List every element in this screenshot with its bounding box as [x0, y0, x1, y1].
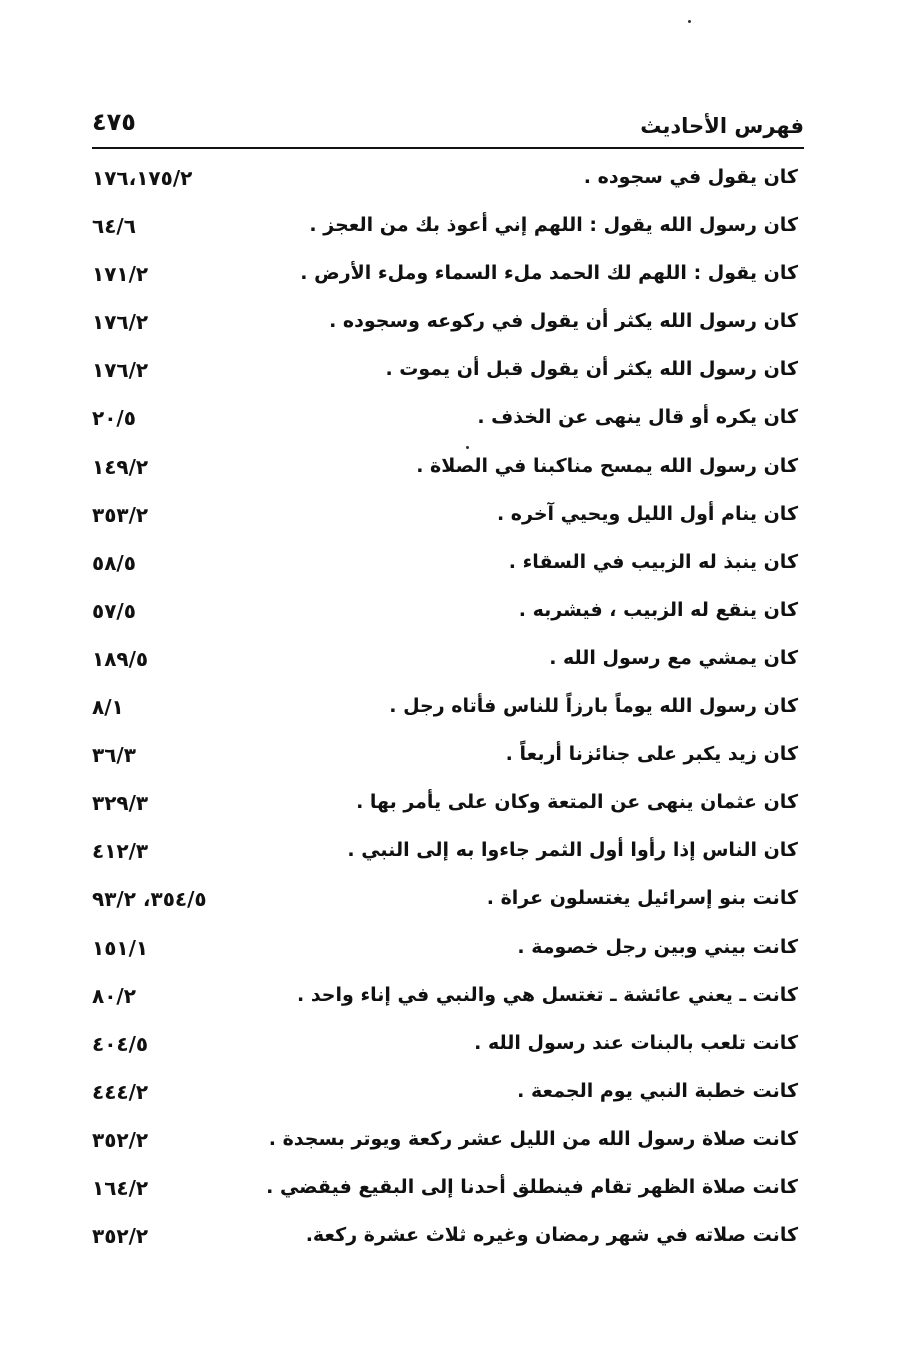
reference: ١٦٤/٢	[92, 1175, 149, 1200]
index-entry	[92, 447, 804, 495]
index-entry	[92, 254, 804, 302]
hadith-text: كانت صلاة الظهر تقام فينطلق أحدنا إلى البقيع فيقضي .	[266, 1175, 798, 1198]
index-entry	[92, 928, 804, 976]
hadith-text: كان رسول الله يمسح مناكبنا في الصلاة .	[416, 454, 798, 477]
hadith-text: كان عثمان ينهى عن المتعة وكان على يأمر بها .	[356, 791, 798, 814]
index-entry	[92, 1168, 804, 1216]
index-entry	[92, 302, 804, 350]
hadith-text: كانت بنو إسرائيل يغتسلون عراة .	[486, 887, 798, 910]
page-number: ٤٧٥	[92, 108, 136, 136]
index-entry	[92, 206, 804, 254]
scan-speck	[688, 20, 691, 23]
reference: ١٧٦،١٧٥/٢	[92, 166, 193, 190]
index-entry	[92, 350, 804, 398]
reference: ١٥١/١	[92, 935, 149, 960]
reference: ٣٥٣/٢	[92, 502, 149, 527]
index-entry	[92, 879, 804, 927]
reference: ٥٧/٥	[92, 598, 136, 623]
reference: ١٤٩/٢	[92, 454, 149, 479]
index-entry	[92, 1120, 804, 1168]
index-entry	[92, 735, 804, 783]
hadith-text: كان ينبذ له الزبيب في السقاء .	[508, 550, 798, 573]
index-entry	[92, 158, 804, 206]
hadith-text: كان يقول : اللهم لك الحمد ملء السماء وملء الأرض .	[300, 262, 798, 285]
index-entry	[92, 1024, 804, 1072]
hadith-text: كان ينقع له الزبيب ، فيشربه .	[518, 598, 798, 621]
reference: ٣٢٩/٣	[92, 791, 149, 816]
scan-speck	[466, 446, 469, 449]
index-entry	[92, 976, 804, 1024]
hadith-text: كان الناس إذا رأوا أول الثمر جاءوا به إلى النبي .	[347, 839, 798, 862]
reference: ٣٥٢/٢	[92, 1224, 149, 1249]
index-entry	[92, 398, 804, 446]
reference: ٦٤/٦	[92, 214, 136, 239]
hadith-text: كانت بيني وبين رجل خصومة .	[517, 935, 798, 958]
reference: ٤٤٤/٢	[92, 1079, 149, 1104]
hadith-text: كان ينام أول الليل ويحيي آخره .	[496, 502, 798, 525]
hadith-index-list	[92, 158, 804, 1264]
hadith-text: كانت خطبة النبي يوم الجمعة .	[517, 1079, 798, 1102]
index-entry	[92, 831, 804, 879]
reference: ١٧١/٢	[92, 262, 149, 287]
page-title: فهرس الأحاديث	[640, 114, 804, 138]
reference: ٤٠٤/٥	[92, 1031, 149, 1056]
hadith-text: كانت صلاته في شهر رمضان وغيره ثلاث عشرة ركعة.	[305, 1224, 798, 1247]
hadith-text: كان يمشي مع رسول الله .	[549, 646, 798, 669]
hadith-text: كان رسول الله يوماً بارزاً للناس فأتاه رجل .	[389, 695, 798, 718]
index-entry	[92, 783, 804, 831]
index-entry	[92, 591, 804, 639]
hadith-text: كان رسول الله يكثر أن يقول قبل أن يموت .	[385, 358, 798, 381]
hadith-text: كان رسول الله يكثر أن يقول في ركوعه وسجوده .	[329, 310, 798, 333]
index-entry	[92, 1072, 804, 1120]
header-divider	[92, 147, 804, 149]
index-entry	[92, 495, 804, 543]
hadith-text: كان رسول الله يقول : اللهم إني أعوذ بك من العجز .	[309, 214, 798, 237]
reference: ٨٠/٢	[92, 983, 136, 1008]
hadith-text: كانت تلعب بالبنات عند رسول الله .	[474, 1031, 798, 1054]
hadith-text: كانت ـ يعني عائشة ـ تغتسل هي والنبي في إناء واحد .	[297, 983, 798, 1006]
hadith-text: كان يقول في سجوده .	[583, 166, 798, 188]
reference: ٣٦/٣	[92, 743, 136, 768]
reference: ١٧٦/٢	[92, 310, 149, 335]
reference: ٨/١	[92, 695, 124, 720]
reference: ١٧٦/٢	[92, 358, 149, 383]
reference: ٤١٢/٣	[92, 839, 149, 864]
hadith-text: كان زيد يكبر على جنائزنا أربعاً .	[505, 743, 798, 766]
reference: ٣٥٤/٥، ٩٣/٢	[92, 887, 207, 912]
index-entry	[92, 1216, 804, 1264]
reference: ٣٥٢/٢	[92, 1127, 149, 1152]
index-entry	[92, 639, 804, 687]
index-entry	[92, 687, 804, 735]
hadith-text: كان يكره أو قال ينهى عن الخذف .	[477, 406, 798, 429]
reference: ١٨٩/٥	[92, 646, 149, 671]
reference: ٢٠/٥	[92, 406, 136, 431]
page-header	[92, 104, 804, 148]
hadith-text: كانت صلاة رسول الله من الليل عشر ركعة ويوتر بسجدة .	[268, 1127, 798, 1150]
reference: ٥٨/٥	[92, 550, 136, 575]
index-entry	[92, 543, 804, 591]
